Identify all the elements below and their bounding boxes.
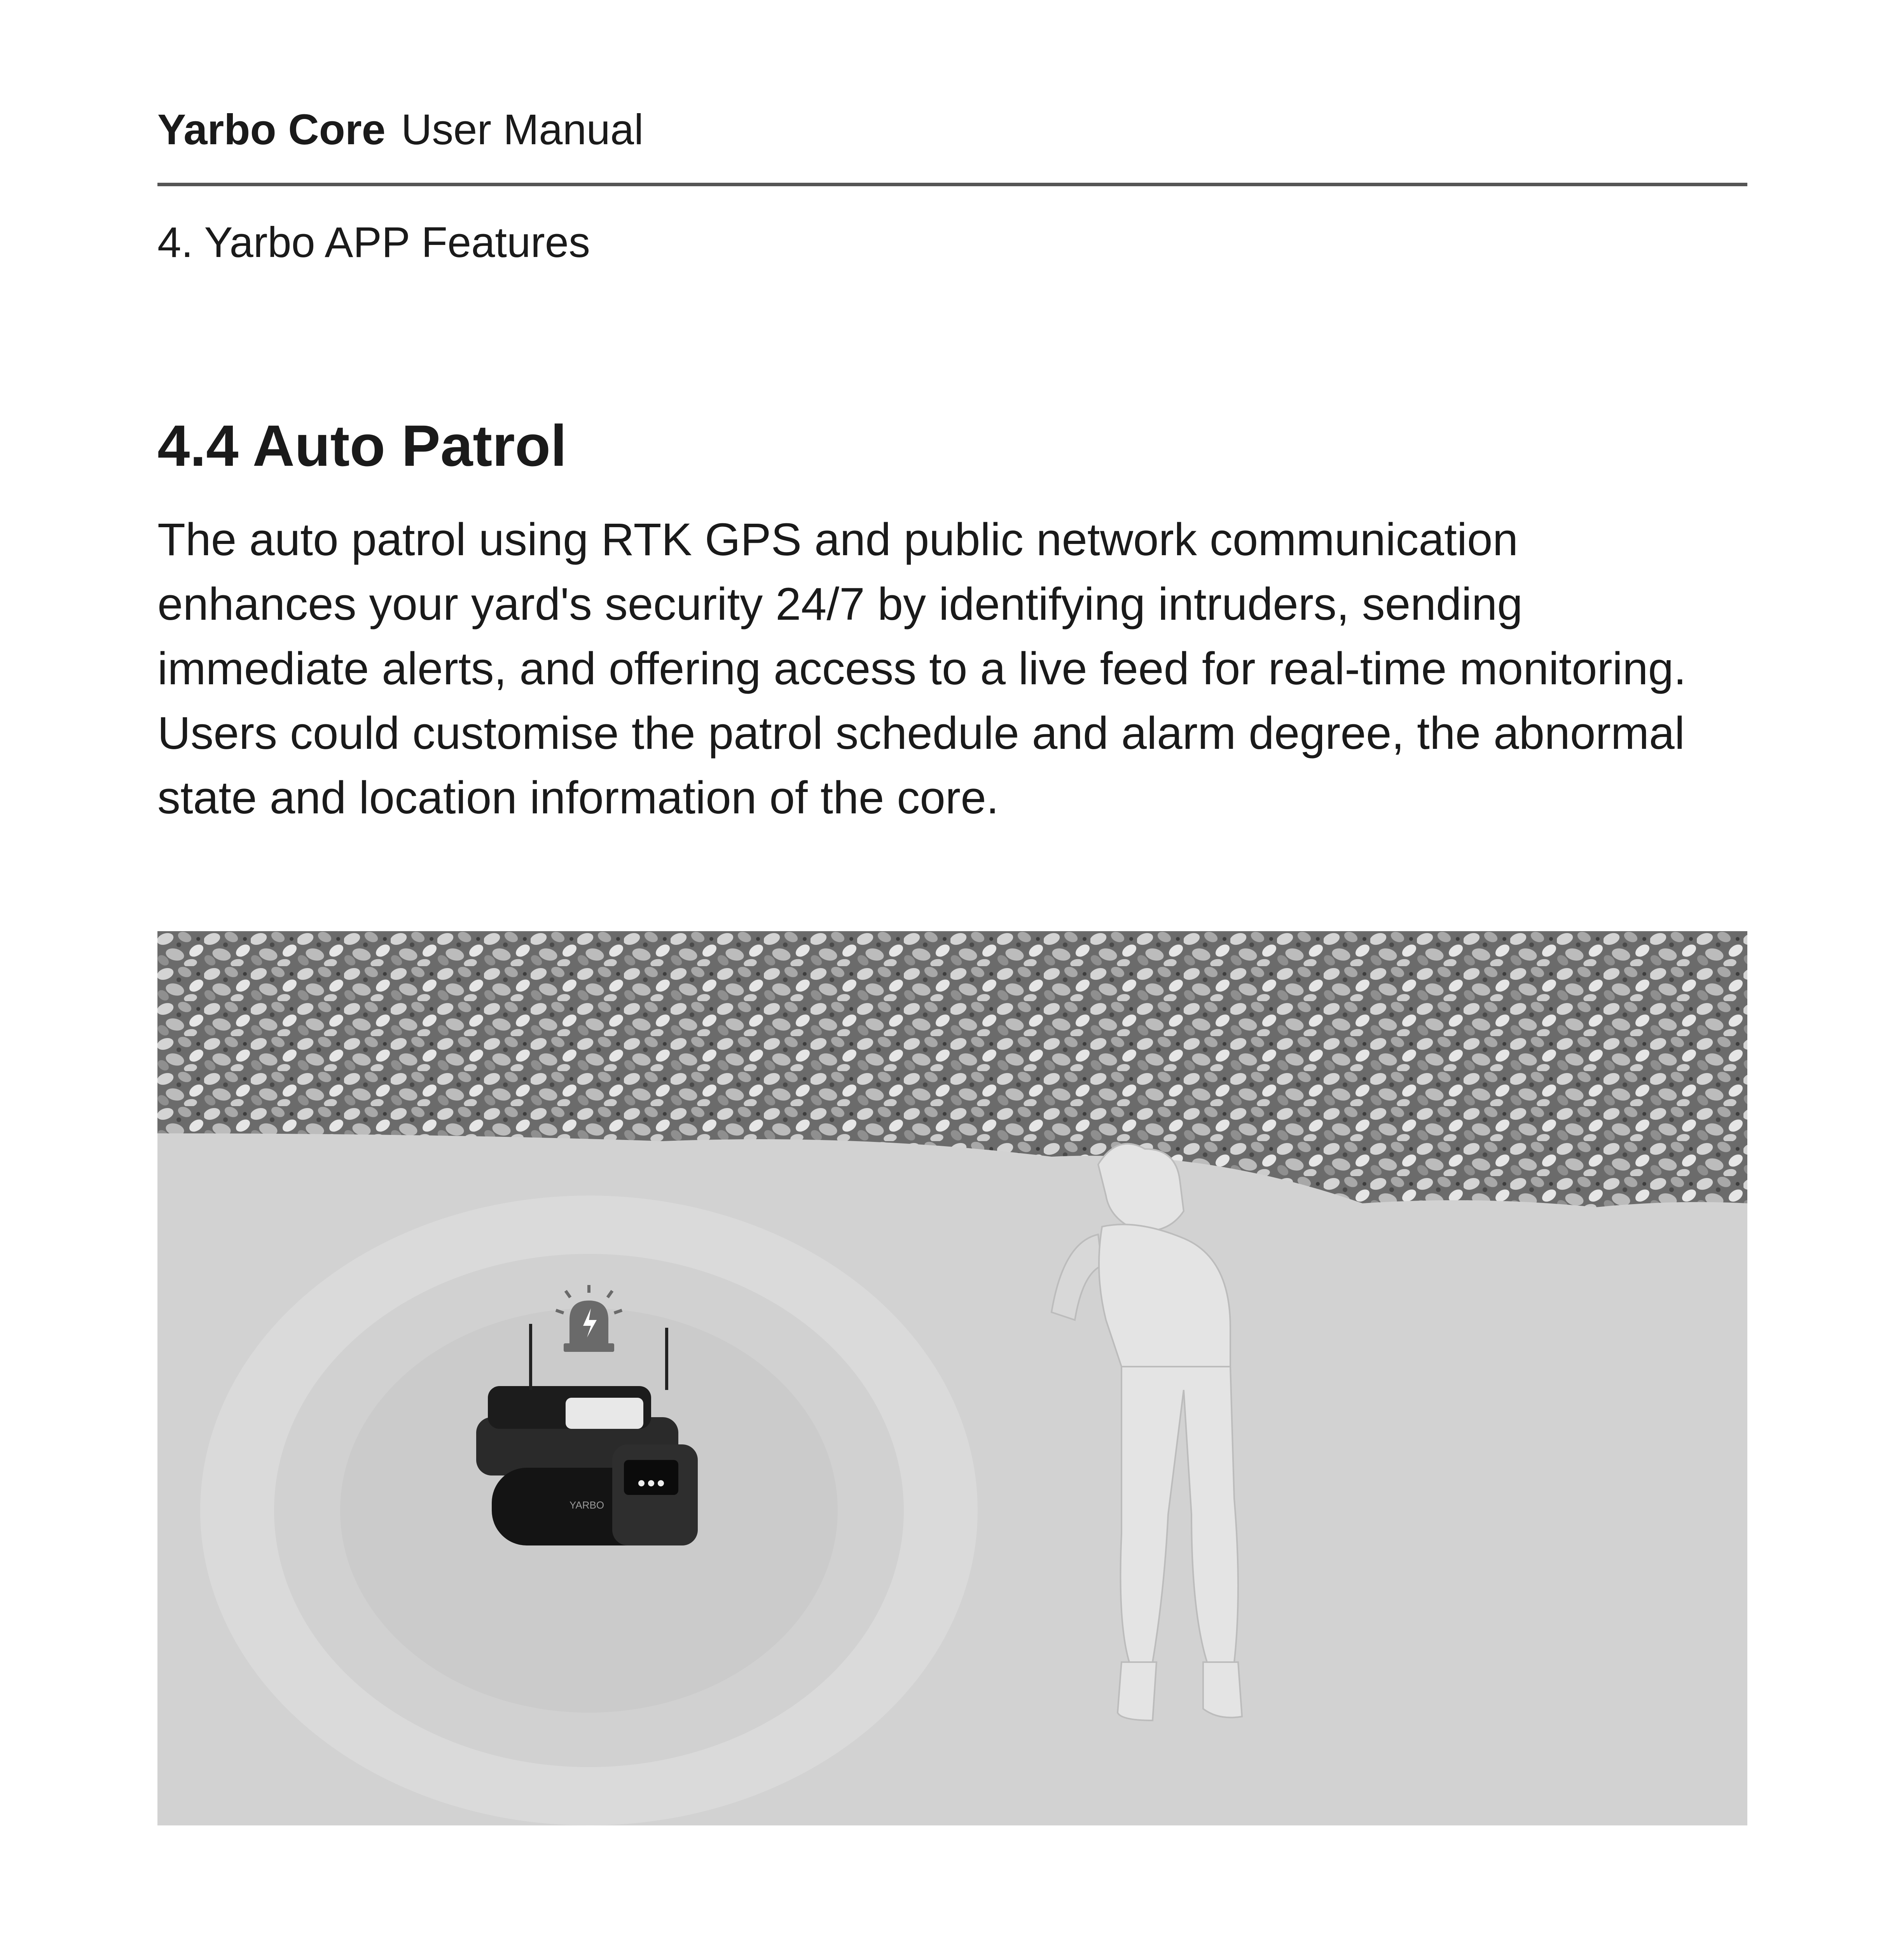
header-divider (157, 183, 1747, 186)
manual-title: User Manual (401, 106, 644, 154)
auto-patrol-illustration (157, 931, 1747, 1825)
brand-name: Yarbo Core (157, 106, 386, 154)
section-label: 4. Yarbo APP Features (157, 219, 590, 266)
illustration-svg (157, 931, 1747, 1825)
page-heading: 4.4 Auto Patrol (157, 413, 567, 478)
body-paragraph: The auto patrol using RTK GPS and public network communication enhances your yard's security 24/7 by identifying intruders, sending immediate alerts, and offering access to a live feed for real-time monitoring. Users could customise the patrol schedule and alarm degree, the abnormal state and location information of the core. (157, 514, 1687, 823)
running-header (157, 105, 643, 154)
robot-label: YARBO (569, 1499, 604, 1511)
